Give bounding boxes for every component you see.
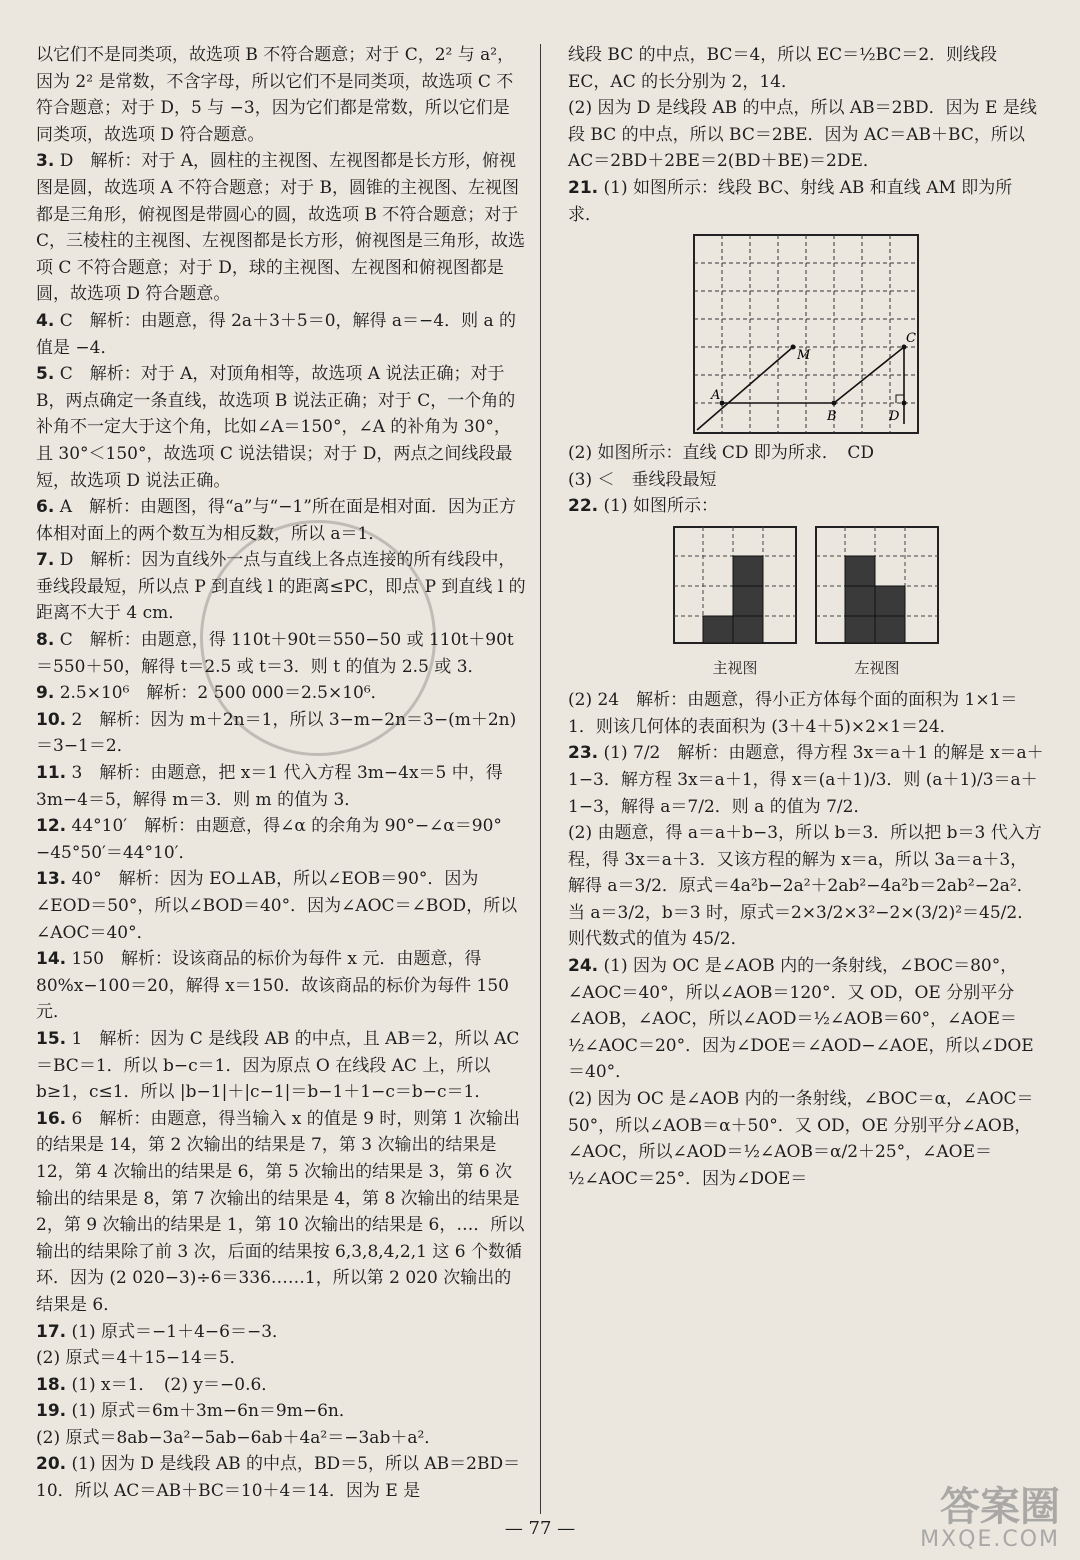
answer-text: 2 解析：因为 m＋2n＝1，所以 3−m−2n＝3−(m＋2n)＝3−1＝2． bbox=[36, 709, 517, 757]
left-column bbox=[36, 42, 526, 1505]
answer-item bbox=[36, 361, 526, 494]
answer-item bbox=[36, 627, 526, 680]
answer-text: (1) 如图所示：线段 BC、射线 AB 和直线 AM 即为所求． bbox=[568, 177, 1013, 225]
question-number: 13. bbox=[36, 869, 67, 890]
question-number: 19. bbox=[36, 1401, 67, 1422]
answer-text: (2) 24 解析：由题意，得小正方体每个面的面积为 1×1＝1．则该几何体的表面积为 (3＋4＋5)×2×1＝24． bbox=[568, 690, 1018, 737]
answer-text: (3) ＜ 垂线段最短 bbox=[568, 469, 717, 490]
answer-item bbox=[568, 1086, 1044, 1192]
grid-figure bbox=[693, 234, 919, 434]
answer-text: (1) 因为 D 是线段 AB 的中点，BD＝5，所以 AB＝2BD＝10．所以 AC＝AB＋BC＝10＋4＝14．因为 E 是 bbox=[36, 1454, 521, 1502]
answer-item bbox=[36, 946, 526, 1026]
answer-item bbox=[568, 740, 1044, 820]
question-number: 17. bbox=[36, 1321, 67, 1342]
column-divider bbox=[540, 44, 541, 1514]
label-c: C bbox=[906, 331, 916, 347]
answer-text: (2) 因为 D 是线段 AB 的中点，所以 AB＝2BD．因为 E 是线段 BC 的中点，所以 BC＝2BE．因为 AC＝AB＋BC，所以 AC＝2BD＋2BE＝2(BD＋BE)＝2DE． bbox=[568, 98, 1037, 172]
right-column bbox=[568, 42, 1044, 1192]
front-view-caption: 主视图 bbox=[712, 658, 758, 677]
answer-item bbox=[568, 95, 1044, 175]
question-number: 6. bbox=[36, 497, 55, 518]
question-number: 14. bbox=[36, 949, 67, 970]
left-view-caption: 左视图 bbox=[854, 658, 900, 677]
answer-text: 线段 BC 的中点，BC＝4，所以 EC＝½BC＝2．则线段 EC，AC 的长分别为 2，14． bbox=[568, 45, 998, 92]
answer-text: 以它们不是同类项，故选项 B 不符合题意；对于 C，2² 与 a²，因为 2² 是常数，不含字母，所以它们不是同类项，故选项 C 不符合题意；对于 D，5 与 −3，因为它们都是常数，所以它们是同类项，故选项 D 符合题意。 bbox=[36, 45, 515, 145]
question-number: 5. bbox=[36, 364, 55, 385]
answer-item bbox=[36, 42, 526, 148]
figure-21-grid bbox=[568, 234, 1044, 434]
answer-text: 3 解析：由题意，把 x＝1 代入方程 3m−4x＝5 中，得 3m−4＝5，解得 m＝3．则 m 的值为 3． bbox=[36, 763, 503, 810]
answer-text: 1 解析：因为 C 是线段 AB 的中点，且 AB＝2，所以 AC＝BC＝1．所以 b−c＝1．因为原点 O 在线段 AC 上，所以 b≥1，c≤1．所以 |b−1|＋|c−1|＝b−1＋1−c＝b−c＝1． bbox=[36, 1028, 520, 1103]
question-number: 18. bbox=[36, 1374, 67, 1395]
page-number: — 77 — bbox=[504, 1518, 576, 1539]
answer-item bbox=[36, 1345, 526, 1372]
question-number: 24. bbox=[568, 956, 599, 977]
answer-item bbox=[36, 547, 526, 627]
watermark-url: MXQE.COM bbox=[920, 1527, 1060, 1552]
answer-item bbox=[36, 813, 526, 866]
answer-text: 6 解析：由题意，得当输入 x 的值是 9 时，则第 1 次输出的结果是 14，第 2 次输出的结果是 7，第 3 次输出的结果是 12，第 4 次输出的结果是 6，第 5 次输出的结果是 3，第 6 次输出的结果是 8，第 7 次输出的结果是 4，第 8 次输出的结果是 2，第 9 次输出的结果是 1，第 10 次输出的结果是 6，…．所以输出的结果除了前 3 次，后面的结果按 6,3,8,4,2,1 这 6 个数循环．因为 (2 020−3)÷6＝336……1，所以第 2 020 次输出的结果是 6． bbox=[36, 1108, 525, 1315]
answer-text: A 解析：由题图，得“a”与“−1”所在面是相对面．因为正方体相对面上的两个数互为相反数，所以 a＝1． bbox=[36, 497, 516, 544]
answer-item bbox=[36, 1451, 526, 1504]
question-number: 10. bbox=[36, 709, 67, 730]
question-number: 4. bbox=[36, 310, 55, 331]
answer-item bbox=[568, 493, 1044, 520]
answer-item bbox=[36, 494, 526, 547]
watermark-text: 答案圈 bbox=[940, 1484, 1060, 1530]
question-number: 20. bbox=[36, 1454, 67, 1475]
question-number: 3. bbox=[36, 151, 55, 172]
left-view bbox=[815, 526, 939, 681]
answer-text: (1) x＝1． (2) y＝−0.6． bbox=[71, 1374, 279, 1395]
answer-item bbox=[568, 175, 1044, 228]
answer-item bbox=[36, 760, 526, 813]
question-number: 21. bbox=[568, 177, 599, 198]
answer-item bbox=[36, 308, 526, 361]
answer-text: (2) 原式＝8ab−3a²−5ab−6ab＋4a²＝−3ab＋a²． bbox=[36, 1427, 442, 1448]
answer-text: (1) 如图所示： bbox=[603, 496, 719, 517]
answer-text: D 解析：对于 A，圆柱的主视图、左视图都是长方形，俯视图是圆，故选项 A 不符合题意；对于 B，圆锥的主视图、左视图都是三角形，俯视图是带圆心的圆，故选项 B 不符合题意；对于 C，三棱柱的主视图、左视图都是长方形，俯视图是三角形，故选项 C 不符合题意；对于 D，球的主视图、左视图和俯视图都是圆，故选项 D 符合题意。 bbox=[36, 151, 526, 305]
label-b: B bbox=[827, 409, 837, 425]
question-number: 8. bbox=[36, 630, 55, 651]
answer-text: 2.5×10⁶ 解析：2 500 000＝2.5×10⁶． bbox=[59, 683, 388, 704]
label-d: D bbox=[889, 409, 900, 425]
answer-item bbox=[36, 866, 526, 946]
answer-text: (1) 原式＝6m＋3m−6n＝9m−6n． bbox=[71, 1401, 356, 1422]
answer-text: (2) 原式＝4＋15−14＝5． bbox=[36, 1348, 247, 1369]
answer-text: 40° 解析：因为 EO⊥AB，所以∠EOB＝90°．因为∠EOD＝50°，所以∠BOD＝40°．因为∠AOC＝∠BOD，所以∠AOC＝40°． bbox=[36, 869, 518, 943]
answer-text: C 解析：对于 A，对顶角相等，故选项 A 说法正确；对于 B，两点确定一条直线，故选项 B 说法正确；对于 C，一个角的补角不一定大于这个角，比如∠A＝150°，∠A 的补角为 30°，且 30°＜150°，故选项 C 说法错误；对于 D，两点之间线段最短，故选项 D 说法正确。 bbox=[36, 364, 516, 491]
answer-item bbox=[568, 467, 1044, 494]
question-number: 23. bbox=[568, 743, 599, 764]
answer-item bbox=[568, 42, 1044, 95]
question-number: 9. bbox=[36, 683, 55, 704]
question-number: 7. bbox=[36, 550, 55, 571]
answer-item bbox=[36, 1425, 526, 1452]
label-a: A bbox=[711, 388, 721, 404]
answer-item bbox=[36, 1398, 526, 1425]
label-m: M bbox=[797, 348, 811, 364]
answer-item bbox=[36, 707, 526, 760]
question-number: 15. bbox=[36, 1028, 67, 1049]
answer-text: (1) 7/2 解析：由题意，得方程 3x＝a＋1 的解是 x＝a＋1−3．解方程 3x＝a＋1，得 x＝(a＋1)/3．则 (a＋1)/3＝a＋1−3，解得 a＝7/2．则 a 的值为 7/2． bbox=[568, 743, 1044, 817]
answer-item bbox=[36, 1106, 526, 1319]
answer-text: D 解析：因为直线外一点与直线上各点连接的所有线段中，垂线段最短，所以点 P 到直线 l 的距离≤PC，即点 P 到直线 l 的距离不大于 4 cm． bbox=[36, 550, 526, 624]
question-number: 11. bbox=[36, 763, 67, 784]
answer-text: (1) 原式＝−1＋4−6＝−3． bbox=[71, 1321, 290, 1342]
answer-item bbox=[36, 1026, 526, 1106]
answer-item bbox=[36, 1372, 526, 1399]
answer-text: C 解析：由题意，得 2a＋3＋5＝0，解得 a＝−4．则 a 的值是 −4． bbox=[36, 310, 517, 358]
answer-item bbox=[568, 820, 1044, 953]
question-number: 16. bbox=[36, 1108, 67, 1129]
watermark-logo bbox=[920, 1484, 1060, 1552]
front-view bbox=[673, 526, 797, 681]
answer-text: (2) 由题意，得 a＝a＋b−3，所以 b＝3．所以把 b＝3 代入方程，得 3x＝a＋3．又该方程的解为 x＝a，所以 3a＝a＋3，解得 a＝3/2．原式＝4a²b−2a²＋2ab²−4a²b＝2ab²−2a²．当 a＝3/2，b＝3 时，原式＝2×3/2×3²−2×(3/2)²＝45/2．则代数式的值为 45/2． bbox=[568, 823, 1042, 950]
answer-text: 44°10′ 解析：由题意，得∠α 的余角为 90°−∠α＝90°−45°50′＝44°10′． bbox=[36, 816, 502, 863]
answer-text: C 解析：由题意，得 110t＋90t＝550−50 或 110t＋90t＝550＋50，解得 t＝2.5 或 t＝3．则 t 的值为 2.5 或 3． bbox=[36, 630, 514, 677]
answer-text: (2) 如图所示：直线 CD 即为所求． CD bbox=[568, 443, 875, 464]
answer-item bbox=[36, 1319, 526, 1346]
answer-text: (2) 因为 OC 是∠AOB 内的一条射线，∠BOC＝α，∠AOC＝50°，所以∠AOB＝α＋50°．又 OD，OE 分别平分∠AOB，∠AOC，所以∠AOD＝½∠AOB＝α/2＋25°，∠AOE＝½∠AOC＝25°．因为∠DOE＝ bbox=[568, 1089, 1034, 1189]
question-number: 22. bbox=[568, 496, 599, 517]
question-number: 12. bbox=[36, 816, 67, 837]
figure-22-views bbox=[568, 526, 1044, 681]
answer-text: 150 解析：设该商品的标价为每件 x 元．由题意，得 80%x−100＝20，解得 x＝150．故该商品的标价为每件 150 元． bbox=[36, 949, 509, 1023]
answer-text: (1) 因为 OC 是∠AOB 内的一条射线，∠BOC＝80°，∠AOC＝40°，所以∠AOB＝120°．又 OD，OE 分别平分∠AOB，∠AOC，所以∠AOD＝½∠AOB＝60°，∠AOE＝½∠AOC＝20°．因为∠DOE＝∠AOD−∠AOE，所以∠DOE＝40°． bbox=[568, 956, 1034, 1083]
answer-item bbox=[36, 148, 526, 308]
answer-item bbox=[36, 680, 526, 707]
answer-item bbox=[568, 953, 1044, 1086]
answer-item bbox=[568, 440, 1044, 467]
answer-item bbox=[568, 687, 1044, 740]
